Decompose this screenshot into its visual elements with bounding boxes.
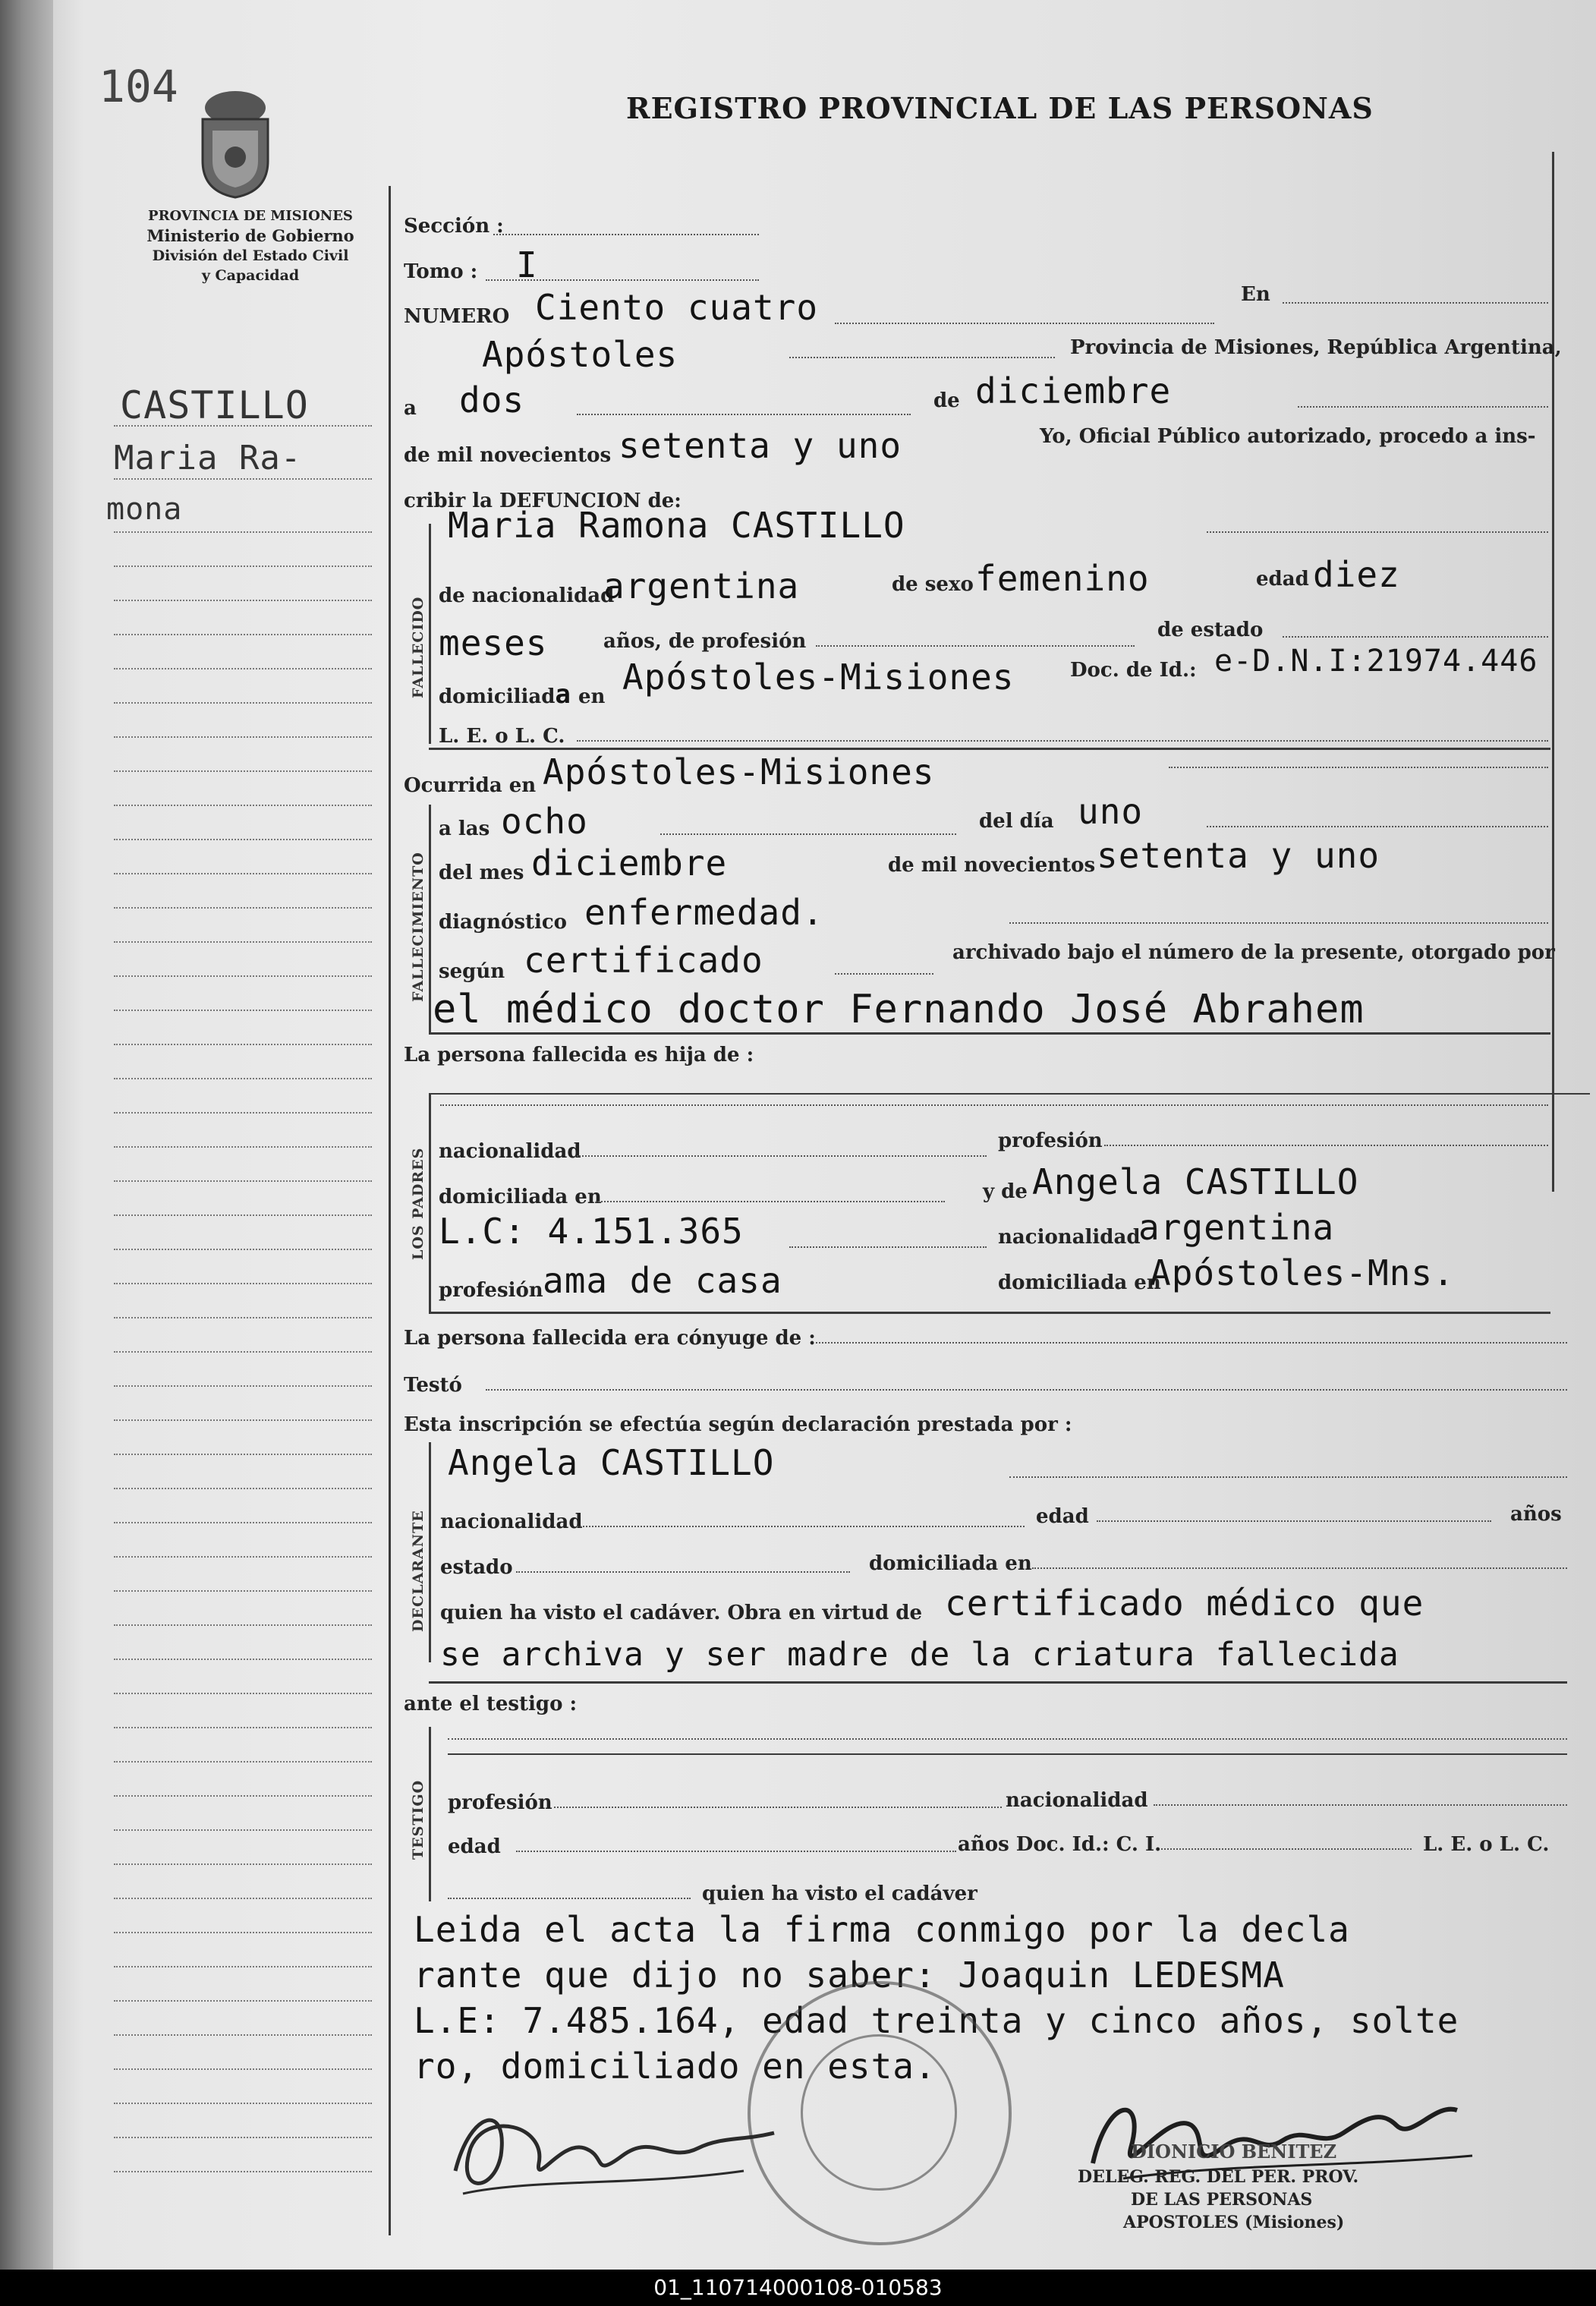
closing-line-4: ro, domiciliado en esta. [414,2046,937,2087]
inscripcion-label: Esta inscripción se efectúa según declaración prestada por : [404,1413,1072,1436]
m-profesion-label: profesión [439,1279,543,1302]
testigo-side-label: TESTIGO [410,1779,427,1860]
page-title: REGISTRO PROVINCIAL DE LAS PERSONAS [626,91,1374,125]
nombre-value: Maria Ramona CASTILLO [448,505,905,546]
image-id-footer: 01_110714000108-010583 [0,2270,1596,2306]
t-le-label: L. E. o L. C. [1423,1833,1550,1856]
madre-doc-value: L.C: 4.151.365 [439,1211,744,1252]
en-label: En [1241,283,1270,306]
d-edad-label: edad [1036,1505,1089,1528]
sexo-value: femenino [975,558,1150,599]
anio-value: setenta y uno [619,425,902,466]
declarante-value: Angela CASTILLO [448,1442,775,1483]
tomo-value: I [516,244,538,285]
dia-value: dos [459,380,525,421]
madre-value: Angela CASTILLO [1032,1161,1359,1202]
margin-note-name: Maria Ra- [114,439,302,477]
fallecido-side-label: FALLECIDO [410,596,427,698]
m-nacionalidad-value: argentina [1138,1207,1335,1248]
del-mes-label: del mes [439,862,524,884]
diagnostico-value: enfermedad. [584,892,824,933]
book-spine [0,0,53,2270]
le-lc-label: L. E. o L. C. [439,725,565,748]
cribir-label: cribir la DEFUNCION de: [404,490,682,512]
y-de-label: y de [983,1180,1028,1203]
segun-label: según [439,960,505,983]
anio2-value: setenta y uno [1097,835,1380,876]
closing-line-2: rante que dijo no saber: Joaquin LEDESMA [414,1955,1285,1996]
declarante-side-label: DECLARANTE [410,1510,427,1632]
d-anos-label: años [1510,1503,1562,1526]
official-title-1: DELEG. REG. DEL PER. PROV. [1078,2167,1359,2187]
official-title-2: DE LAS PERSONAS [1131,2190,1313,2210]
del-dia-label: del día [979,810,1054,833]
m-domiciliada-label: domiciliada en [998,1271,1161,1294]
mil-label: de mil novecientos [404,444,612,467]
oficial-label: Yo, Oficial Público autorizado, procedo a ins- [1040,425,1536,448]
tomo-label: Tomo : [404,260,478,283]
cadaver-value-1: certificado médico que [945,1583,1424,1624]
diagnostico-label: diagnóstico [439,911,568,934]
m-nacionalidad-label: nacionalidad [998,1226,1141,1249]
ocurrida-value: Apóstoles-Misiones [543,751,935,792]
cadaver-label: quien ha visto el cadáver. Obra en virtud de [440,1602,922,1624]
domiciliado-label-text: domiciliad [439,685,556,708]
fallecimiento-side-label: FALLECIMIENTO [410,852,427,1002]
seccion-label: Sección : [404,215,504,238]
margin-note-surname: CASTILLO [120,383,309,427]
ministry-label: Ministerio de Gobierno [146,226,354,245]
t-nacionalidad-label: nacionalidad [1006,1789,1148,1812]
p-domiciliada-label: domiciliada en [439,1186,602,1208]
sexo-label: de sexo [892,573,974,596]
numero-label: NUMERO [404,305,510,328]
d-nacionalidad-label: nacionalidad [440,1511,583,1533]
cadaver-value-2: se archiva y ser madre de la criatura fallecida [440,1636,1399,1674]
en2-label: en [578,685,606,708]
archivado-label: archivado bajo el número de la presente, otorgado por [952,941,1555,964]
coat-of-arms-icon [194,85,277,199]
estado-label: de estado [1157,619,1264,641]
doc-label: Doc. de Id.: [1070,659,1197,682]
d-domiciliada-label: domiciliada en [869,1552,1032,1575]
hora-value: ocho [501,801,588,842]
domiciliado-label [439,679,605,710]
p-profesion-label: profesión [998,1129,1103,1152]
page-number: 104 [99,61,178,112]
province-label: PROVINCIA DE MISIONES [148,208,353,224]
t-cadaver-label: quien ha visto el cadáver [702,1882,977,1905]
d-estado-label: estado [440,1556,513,1579]
official-name: DIONICIO BENITEZ [1131,2141,1337,2163]
segun-value: certificado [524,940,763,981]
t-profesion-label: profesión [448,1791,552,1814]
margin-note-name-cont: mona [106,492,183,527]
hija-label: La persona fallecida es hija de : [404,1044,754,1066]
t-edad-label: edad [448,1835,501,1858]
mes2-value: diciembre [531,843,728,884]
closing-line-3: L.E: 7.485.164, edad treinta y cinco años, solte [414,2000,1459,2041]
anos-profesion-label: años, de profesión [603,630,807,653]
edad-value: diez [1313,554,1400,595]
mil2-label: de mil novecientos [888,854,1096,877]
m-profesion-value: ama de casa [543,1260,782,1301]
capacity-label: y Capacidad [201,267,300,284]
conyuge-label: La persona fallecida era cónyuge de : [404,1327,816,1350]
testo-label: Testó [404,1374,462,1397]
dia2-value: uno [1078,791,1144,832]
declarant-signature-icon [440,2080,789,2209]
nacionalidad-value: argentina [603,565,800,606]
official-seal-inner [801,2034,957,2191]
division-label: División del Estado Civil [152,247,349,264]
nacionalidad-label: de nacionalidad [439,584,615,607]
official-title-3: APOSTOLES (Misiones) [1123,2213,1345,2232]
p-nacionalidad-label: nacionalidad [439,1140,581,1163]
t-anos-doc-label: años Doc. Id.: C. I. [958,1833,1162,1856]
lugar-value: Apóstoles [482,334,678,375]
edad-cont-value: meses [439,622,548,663]
a-las-label: a las [439,817,490,840]
padres-side-label: LOS PADRES [410,1147,427,1260]
provincia-label: Provincia de Misiones, República Argentina, [1070,336,1562,359]
m-domicilio-value: Apóstoles-Mns. [1150,1252,1455,1293]
domicilio-value: Apóstoles-Misiones [622,657,1015,698]
edad-label: edad [1256,568,1309,591]
doc-value: e-D.N.I:21974.446 [1214,644,1538,679]
mes-value: diciembre [975,370,1172,411]
medico-value: el médico doctor Fernando José Abrahem [433,987,1365,1032]
numero-value: Ciento cuatro [535,287,819,328]
testigo-intro-label: ante el testigo : [404,1693,578,1715]
de-label: de [933,389,960,412]
closing-line-1: Leida el acta la firma conmigo por la decla [414,1909,1350,1950]
a-label: a [404,397,417,420]
domiciliado-suffix: a [555,679,571,710]
ocurrida-label: Ocurrida en [404,774,537,797]
